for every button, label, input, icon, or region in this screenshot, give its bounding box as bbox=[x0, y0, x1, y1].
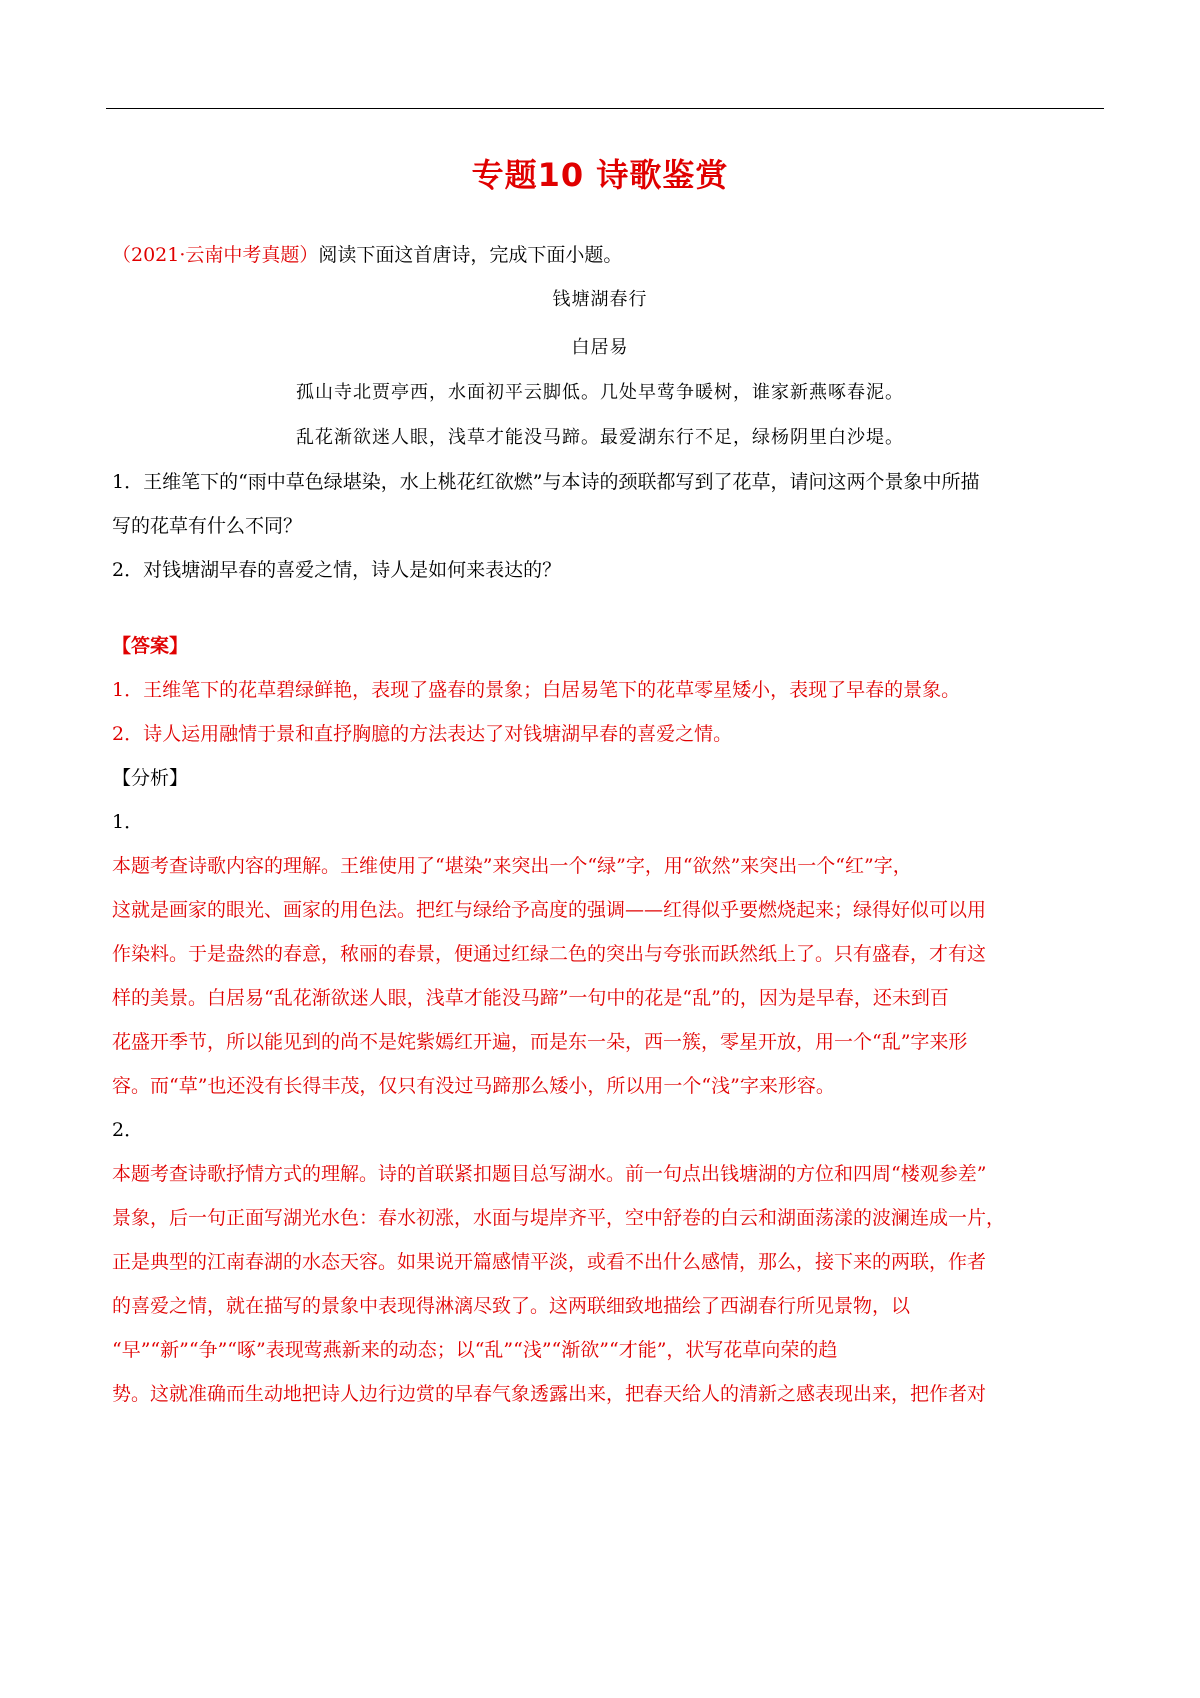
question-1-line: 1．王维笔下的“雨中草色绿堪染，水上桃花红欲燃”与本诗的颈联都写到了花草，请问这两个景象中所描 bbox=[112, 471, 980, 493]
header-rule bbox=[106, 108, 1104, 109]
analysis-part1-number: 1． bbox=[112, 811, 144, 833]
analysis-line: 容。而“草”也还没有长得丰茂，仅只有没过马蹄那么矮小，所以用一个“浅”字来形容。 bbox=[112, 1075, 835, 1097]
analysis-line: 样的美景。白居易“乱花渐欲迷人眼，浅草才能没马蹄”一句中的花是“乱”的，因为是早春，还未到百 bbox=[112, 987, 949, 1009]
analysis-line: 本题考查诗歌抒情方式的理解。诗的首联紧扣题目总写湖水。前一句点出钱塘湖的方位和四周“楼观参差” bbox=[112, 1163, 987, 1185]
answer-heading: 【答案】 bbox=[112, 635, 189, 657]
question-intro bbox=[112, 243, 622, 267]
analysis-line: “早”“新”“争”“啄”表现莺燕新来的动态；以“乱”“浅”“渐欲”“才能”，状写花草向荣的趋 bbox=[112, 1339, 838, 1361]
answer-item: 1．王维笔下的花草碧绿鲜艳，表现了盛春的景象；白居易笔下的花草零星矮小，表现了早春的景象。 bbox=[112, 679, 961, 701]
analysis-line: 势。这就准确而生动地把诗人边行边赏的早春气象透露出来，把春天给人的清新之感表现出来，把作者对 bbox=[112, 1383, 987, 1405]
analysis-part2-number: 2． bbox=[112, 1119, 144, 1141]
question-1-line: 写的花草有什么不同？ bbox=[112, 515, 303, 537]
analysis-line: 正是典型的江南春湖的水态天容。如果说开篇感情平淡，或看不出什么感情，那么，接下来的两联，作者 bbox=[112, 1251, 987, 1273]
analysis-line: 的喜爱之情，就在描写的景象中表现得淋漓尽致了。这两联细致地描绘了西湖春行所见景物，以 bbox=[112, 1295, 911, 1317]
question-source: （2021·云南中考真题） bbox=[112, 244, 319, 266]
question-instruction: 阅读下面这首唐诗，完成下面小题。 bbox=[318, 244, 623, 266]
page-title: 专题10 诗歌鉴赏 bbox=[471, 156, 729, 194]
question-2: 2．对钱塘湖早春的喜爱之情，诗人是如何来表达的？ bbox=[112, 559, 562, 581]
analysis-heading: 【分析】 bbox=[112, 767, 189, 789]
poem-author: 白居易 bbox=[571, 337, 629, 358]
analysis-line: 作染料。于是盎然的春意，秾丽的春景，便通过红绿二色的突出与夸张而跃然纸上了。只有盛春，才有这 bbox=[112, 943, 987, 965]
analysis-line: 花盛开季节，所以能见到的尚不是姹紫嫣红开遍，而是东一朵，西一簇，零星开放，用一个“乱”字来形 bbox=[112, 1031, 968, 1053]
poem-line: 孤山寺北贾亭西，水面初平云脚低。几处早莺争暖树，谁家新燕啄春泥。 bbox=[296, 382, 904, 403]
poem-line: 乱花渐欲迷人眼，浅草才能没马蹄。最爱湖东行不足，绿杨阴里白沙堤。 bbox=[296, 427, 904, 448]
analysis-line: 这就是画家的眼光、画家的用色法。把红与绿给予高度的强调——红得似乎要燃烧起来；绿得好似可以用 bbox=[112, 899, 987, 921]
analysis-line: 景象，后一句正面写湖光水色：春水初涨，水面与堤岸齐平，空中舒卷的白云和湖面荡漾的波澜连成一片， bbox=[112, 1207, 1006, 1229]
poem-title: 钱塘湖春行 bbox=[552, 289, 648, 310]
analysis-line: 本题考查诗歌内容的理解。王维使用了“堪染”来突出一个“绿”字，用“欲然”来突出一个“红”字， bbox=[112, 855, 912, 877]
answer-item: 2．诗人运用融情于景和直抒胸臆的方法表达了对钱塘湖早春的喜爱之情。 bbox=[112, 723, 733, 745]
